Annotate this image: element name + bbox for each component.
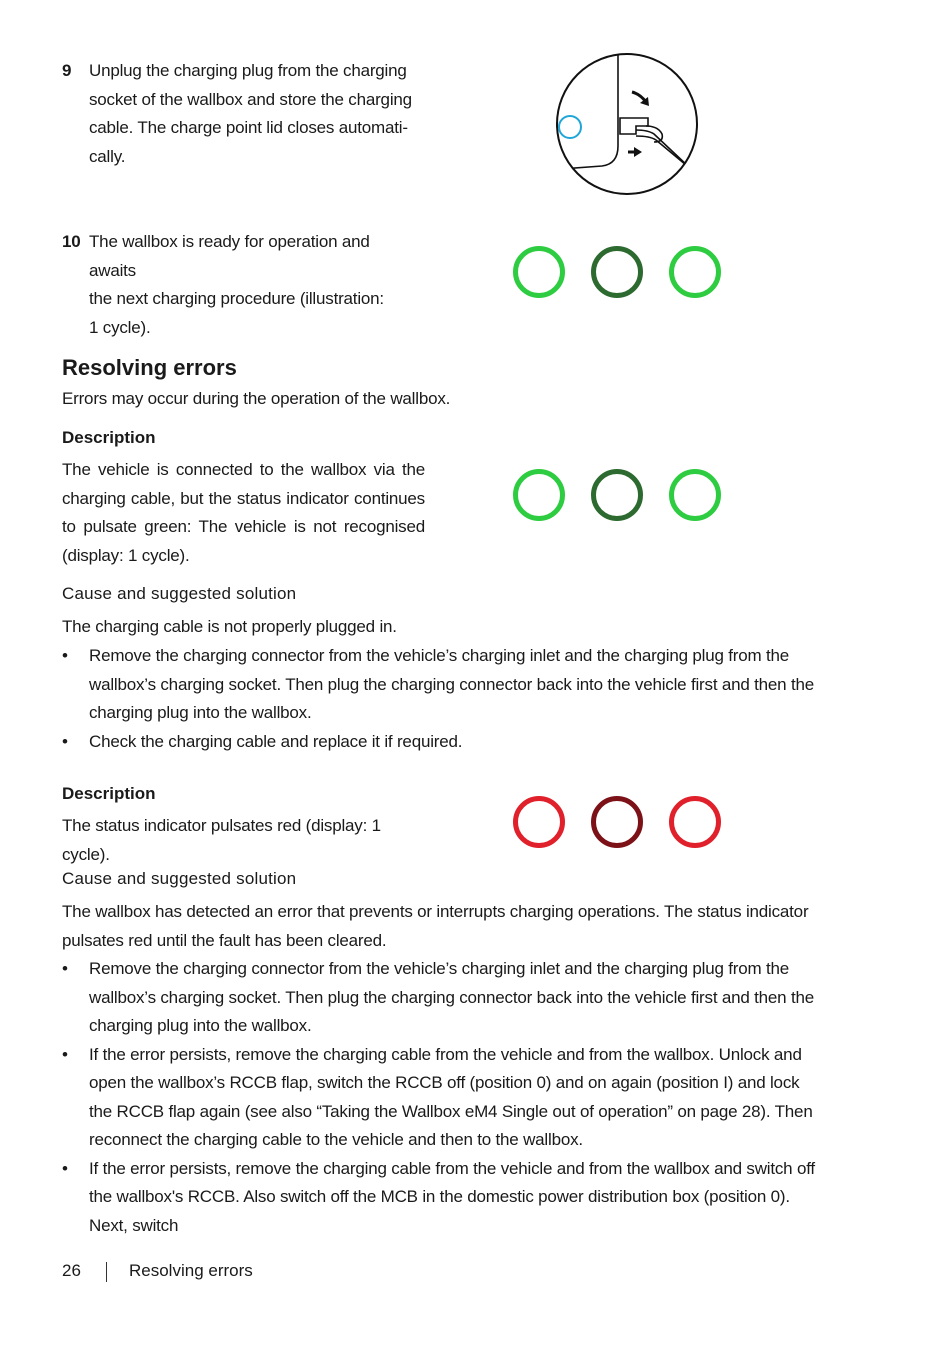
step-text-line: cally.: [89, 146, 126, 166]
list-item-text: Remove the charging connector from the vehicle’s charging inlet and the charging plug from the wallbox’s charging socket. Then plug the charging connector back into the vehicle first and then the charging plug into the wallbox.: [89, 646, 814, 722]
cause-heading: Cause and suggested solution: [62, 869, 297, 888]
description-text: The vehicle is connected to the wallbox via the charging cable, but the status indicator continues to pulsate green: The vehicle is not recognised (display: 1 cycle).: [62, 460, 425, 565]
cause-heading: Cause and suggested solution: [62, 584, 297, 603]
solution-list: [62, 642, 822, 756]
cause-text: The wallbox has detected an error that prevents or interrupts charging operations. The status indicator pulsates red until the fault has been cleared.: [62, 902, 809, 950]
step-text-line: 1 cycle).: [89, 317, 151, 337]
bullet-icon: •: [62, 731, 68, 751]
list-item: [62, 955, 822, 1041]
cause-text: The charging cable is not properly plugged in.: [62, 617, 397, 636]
illustration-frame: [557, 54, 697, 194]
step-text: [89, 228, 419, 342]
list-item: [62, 728, 822, 757]
led-ring-icon: [513, 246, 565, 298]
step-text-line: socket of the wallbox and store the charging: [89, 89, 412, 109]
list-item: [62, 1155, 822, 1241]
step-number: 10: [62, 232, 81, 251]
step-text-line: cable. The charge point lid closes automati-: [89, 118, 408, 137]
list-item-text: Check the charging cable and replace it if required.: [89, 731, 463, 751]
led-ring-icon: [591, 796, 643, 848]
status-indicator-green-cycle: [513, 246, 721, 298]
led-ring-icon: [669, 469, 721, 521]
step-text: [89, 57, 419, 171]
footer-section-title: Resolving errors: [129, 1261, 253, 1280]
led-ring-icon: [591, 246, 643, 298]
list-item: [62, 1041, 822, 1155]
status-indicator-red-cycle: [513, 796, 721, 848]
description-heading: Description: [62, 784, 156, 803]
description-heading: Description: [62, 428, 156, 447]
step-text-line: Unplug the charging plug from the charging: [89, 61, 407, 80]
list-item-text: If the error persists, remove the charging cable from the vehicle and from the wallbox and switch off the wallbox's RCCB. Also switch off the MCB in the domestic power distribution box (position 0). Next, switch: [89, 1158, 815, 1235]
status-indicator-green-cycle: [513, 469, 721, 521]
solution-list: [62, 955, 822, 1240]
led-ring-icon: [591, 469, 643, 521]
section-intro: Errors may occur during the operation of the wallbox.: [62, 389, 451, 408]
led-ring-icon: [669, 796, 721, 848]
led-ring-icon: [513, 469, 565, 521]
list-item-text: Remove the charging connector from the vehicle’s charging inlet and the charging plug from the wallbox’s charging socket. Then plug the charging connector back into the vehicle first and then the charging plug into the wallbox.: [89, 959, 814, 1035]
bullet-icon: •: [62, 959, 68, 978]
unplug-illustration: [548, 46, 708, 206]
bullet-icon: •: [62, 1044, 68, 1064]
list-item: [62, 642, 822, 728]
step-number: 9: [62, 61, 72, 80]
list-item-text: If the error persists, remove the charging cable from the vehicle and from the wallbox. Unlock and open the wallbox’s RCCB flap, switch the RCCB off (position 0) and on again (position I) and lock the RCCB flap again (see also “Taking the Wallbox eM4 Single out of operation” on page 28). Then reconnect the charging cable to the vehicle and then to the wallbox.: [89, 1044, 813, 1149]
step-text-line: the next charging procedure (illustration:: [89, 289, 384, 308]
bullet-icon: •: [62, 1158, 68, 1178]
description-text: The status indicator pulsates red (display: 1 cycle).: [62, 816, 381, 864]
step-text-line: The wallbox is ready for operation and awaits: [89, 232, 370, 280]
led-ring-icon: [669, 246, 721, 298]
led-ring-icon: [513, 796, 565, 848]
page-number: 26: [62, 1261, 81, 1280]
footer-divider: [106, 1262, 107, 1282]
bullet-icon: •: [62, 646, 68, 665]
section-title: Resolving errors: [62, 355, 237, 380]
